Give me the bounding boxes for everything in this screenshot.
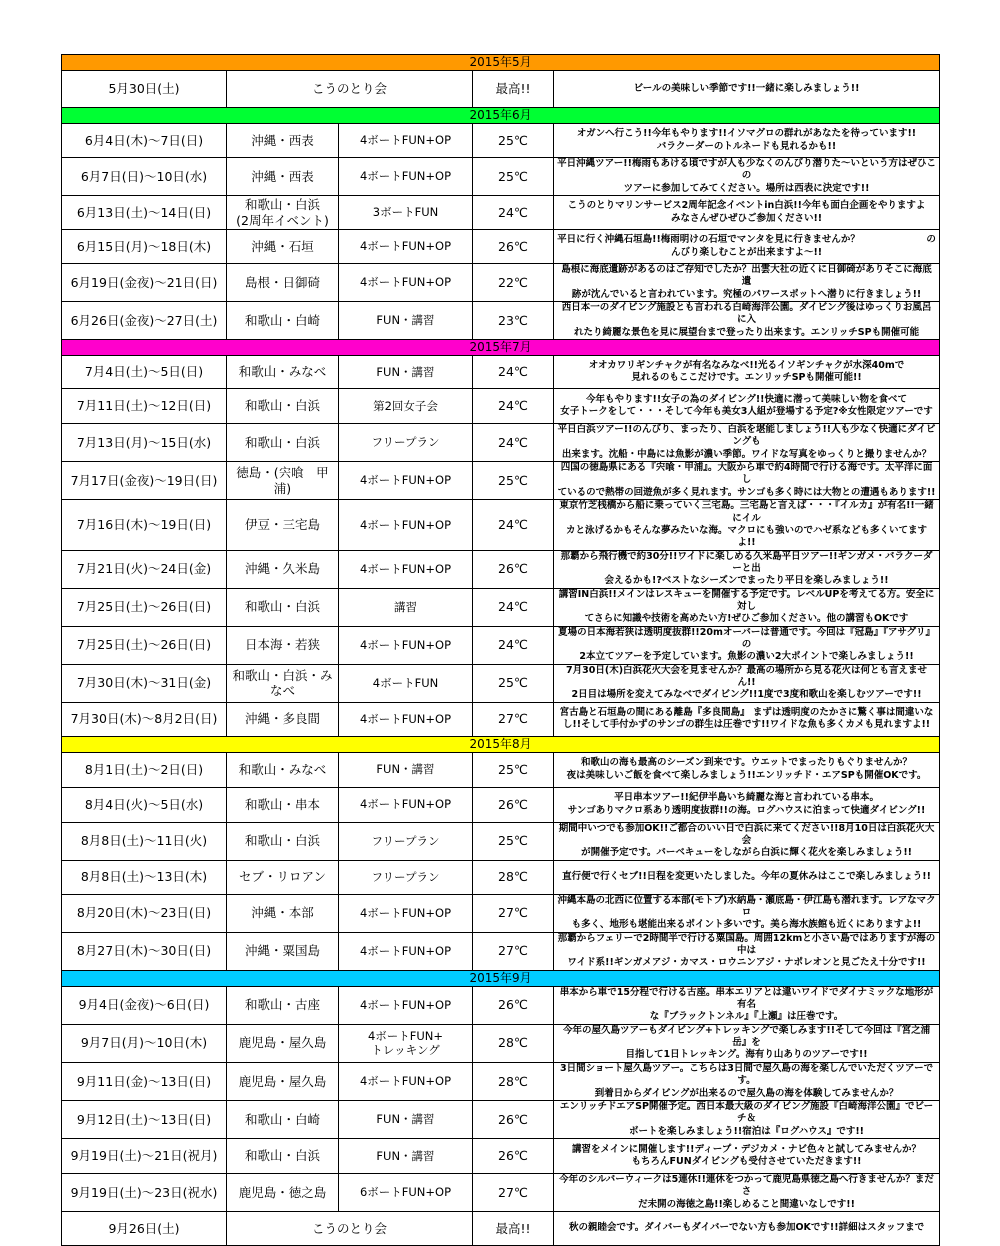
event-plan: 第2回女子会	[339, 389, 473, 424]
event-date: 7月25日(土)～26日(日)	[62, 626, 227, 664]
event-temperature: 26℃	[473, 1100, 554, 1138]
event-date: 9月19日(土)～21日(祝月)	[62, 1138, 227, 1173]
event-plan: 4ボートFUN+OP	[339, 264, 473, 302]
event-place: 和歌山・古座	[227, 986, 339, 1024]
month-label: 2015年8月	[62, 736, 940, 752]
event-place: 鹿児島・屋久島	[227, 1024, 339, 1062]
event-plan: 4ボートFUN+OP	[339, 787, 473, 822]
event-comment: 今年もやります!!女子の為のダイビング!!快適に潜って美味しい物を食べて 女子トークをして・・・そして今年も美女3人組が登場する予定?※女性限定ツアーです	[554, 389, 940, 424]
event-temperature: 26℃	[473, 550, 554, 588]
event-plan: 4ボートFUN+ トレッキング	[339, 1024, 473, 1062]
event-date: 7月11日(土)～12日(日)	[62, 389, 227, 424]
event-date: 6月19日(金夜)～21日(日)	[62, 264, 227, 302]
event-plan: 4ボートFUN+OP	[339, 894, 473, 932]
event-name: こうのとり会	[227, 71, 473, 108]
event-temperature: 23℃	[473, 302, 554, 340]
event-temperature: 28℃	[473, 1062, 554, 1100]
event-row	[62, 71, 940, 108]
event-plan: 4ボートFUN	[339, 664, 473, 702]
event-row	[62, 196, 940, 230]
month-header-row	[62, 108, 940, 124]
event-name: こうのとり会	[227, 1211, 473, 1245]
event-date: 7月4日(土)～5日(日)	[62, 356, 227, 389]
event-row	[62, 822, 940, 860]
tour-schedule-table	[61, 54, 940, 1246]
event-comment: 夏場の日本海若狭は透明度抜群!!20mオーバーは普通です。今回は『冠島』『アサグリ』の 2本立てツアーを予定しています。魚影の濃い2大ポイントで楽しみましょう!!	[554, 626, 940, 664]
event-comment: 期間中いつでも参加OK!!ご都合のいい日で白浜に来てください!!8月10日は白浜花火大会 が開催予定です。バーベキューをしながら白浜に輝く花火を楽しみましょう!!	[554, 822, 940, 860]
event-temperature: 25℃	[473, 462, 554, 500]
month-header-row	[62, 340, 940, 356]
event-temperature: 27℃	[473, 702, 554, 736]
event-date: 9月12日(土)～13日(日)	[62, 1100, 227, 1138]
event-place: 沖縄・粟国島	[227, 932, 339, 970]
event-row	[62, 588, 940, 626]
event-row	[62, 389, 940, 424]
event-comment: 平日沖縄ツアー!!梅雨もあける頃ですが人も少なくのんびり潜りた～いという方はぜひこの ツアーに参加してみてください。場所は西表に決定です!!	[554, 158, 940, 196]
event-plan: フリープラン	[339, 424, 473, 462]
event-comment: 島根に海底遺跡があるのはご存知でしたか？出雲大社の近くに日御碕がありそこに海底遺 跡が沈んでいると言われています。究極のパワースポットへ潜りに行きましょう!!	[554, 264, 940, 302]
event-place: 和歌山・白浜	[227, 588, 339, 626]
event-temperature: 24℃	[473, 500, 554, 550]
event-comment: 東京竹芝桟橋から船に乗っていく三宅島。三宅島と言えば・・・『イルカ』が有名!!一緒にイル カと泳げるかもそんな夢みたいな海。マクロにも強いのでハゼ系なども多くいてますよ!!	[554, 500, 940, 550]
event-plan: 4ボートFUN+OP	[339, 462, 473, 500]
month-label: 2015年7月	[62, 340, 940, 356]
event-place: 日本海・若狭	[227, 626, 339, 664]
event-plan: FUN・講習	[339, 302, 473, 340]
event-place: 和歌山・白浜	[227, 424, 339, 462]
event-place: 沖縄・久米島	[227, 550, 339, 588]
event-comment: 今年の屋久島ツアーもダイビング+トレッキングで楽しみます!!そして今回は『宮之浦岳』を 目指して1日トレッキング。海有り山ありのツアーです!!	[554, 1024, 940, 1062]
event-temperature: 27℃	[473, 932, 554, 970]
event-comment: 7月30日(木)白浜花火大会を見ませんか？最高の場所から見る花火は何とも言えません!! 2日目は場所を変えてみなべでダイビング!!1度で3度和歌山を楽しむツアーです!!	[554, 664, 940, 702]
event-comment: 串本から車で15分程で行ける古座。串本エリアとは違いワイドでダイナミックな地形が有名 な『ブラックトンネル』『上瀬』は圧巻です。	[554, 986, 940, 1024]
event-row	[62, 894, 940, 932]
event-date: 7月16日(木)～19日(日)	[62, 500, 227, 550]
event-temperature: 24℃	[473, 424, 554, 462]
event-temperature: 26℃	[473, 787, 554, 822]
event-temperature: 25℃	[473, 664, 554, 702]
event-row	[62, 124, 940, 158]
event-date: 7月30日(木)～31日(金)	[62, 664, 227, 702]
event-row	[62, 1024, 940, 1062]
event-place: 沖縄・多良間	[227, 702, 339, 736]
event-place: 和歌山・白浜 (2周年イベント)	[227, 196, 339, 230]
event-date: 8月8日(土)～11日(火)	[62, 822, 227, 860]
event-plan: FUN・講習	[339, 752, 473, 787]
event-temperature: 24℃	[473, 588, 554, 626]
event-comment: 直行便で行くセブ!!日程を変更いたしました。今年の夏休みはここで楽しみましょう!!	[554, 860, 940, 894]
event-comment: 四国の徳島県にある『宍喰・甲浦』。大阪から車で約4時間で行ける海です。太平洋に面し ているので熱帯の回遊魚が多く見れます。サンゴも多く時には大物との遭遇もあります!!	[554, 462, 940, 500]
event-place: 鹿児島・徳之島	[227, 1173, 339, 1211]
event-date: 8月1日(土)～2日(日)	[62, 752, 227, 787]
event-row	[62, 1173, 940, 1211]
event-comment: 平日に行く沖縄石垣島!!梅雨明けの石垣でマンタを見に行きませんか？ の んびり楽しむことが出来ますよ～!!	[554, 230, 940, 264]
event-comment: 和歌山の海も最高のシーズン到来です。ウエットでまったりもぐりませんか？ 夜は美味しいご飯を食べて楽しみましょう!!エンリッチド・エアSPも開催OKです。	[554, 752, 940, 787]
event-place: 島根・日御碕	[227, 264, 339, 302]
event-row	[62, 860, 940, 894]
event-comment: 西日本一のダイビング施設とも言われる白崎海洋公園。ダイビング後はゆっくりお風呂に入 れたり綺麗な景色を見に展望台まで登ったり出来ます。エンリッチSPも開催可能	[554, 302, 940, 340]
event-date: 9月7日(月)～10日(木)	[62, 1024, 227, 1062]
event-row	[62, 1138, 940, 1173]
event-date: 6月26日(金夜)～27日(土)	[62, 302, 227, 340]
event-place: セブ・リロアン	[227, 860, 339, 894]
event-plan: 4ボートFUN+OP	[339, 702, 473, 736]
event-plan: フリープラン	[339, 822, 473, 860]
month-header-row	[62, 970, 940, 986]
month-header-row	[62, 736, 940, 752]
event-place: 和歌山・みなべ	[227, 356, 339, 389]
event-date: 8月8日(土)～13日(木)	[62, 860, 227, 894]
event-plan: 6ボートFUN+OP	[339, 1173, 473, 1211]
event-place: 和歌山・みなべ	[227, 752, 339, 787]
event-row	[62, 1062, 940, 1100]
event-place: 沖縄・石垣	[227, 230, 339, 264]
event-row	[62, 462, 940, 500]
event-temperature: 最高!!	[473, 71, 554, 108]
event-place: 沖縄・西表	[227, 158, 339, 196]
event-date: 7月21日(火)～24日(金)	[62, 550, 227, 588]
event-temperature: 27℃	[473, 894, 554, 932]
event-row	[62, 424, 940, 462]
event-plan: 4ボートFUN+OP	[339, 500, 473, 550]
event-plan: FUN・講習	[339, 356, 473, 389]
event-plan: フリープラン	[339, 860, 473, 894]
event-date: 8月27日(木)～30日(日)	[62, 932, 227, 970]
event-plan: 4ボートFUN+OP	[339, 986, 473, 1024]
event-comment: 那覇から飛行機で約30分!!ワイドに楽しめる久米島平日ツアー!!ギンガメ・バラクーダーと出 会えるかも!?ベストなシーズンでまったり平日を楽しみましょう!!	[554, 550, 940, 588]
event-date: 9月19日(土)～23日(祝水)	[62, 1173, 227, 1211]
event-temperature: 22℃	[473, 264, 554, 302]
event-row	[62, 752, 940, 787]
event-date: 5月30日(土)	[62, 71, 227, 108]
event-date: 7月17日(金夜)～19日(日)	[62, 462, 227, 500]
event-row	[62, 356, 940, 389]
event-place: 和歌山・白崎	[227, 302, 339, 340]
event-place: 和歌山・串本	[227, 787, 339, 822]
event-temperature: 25℃	[473, 124, 554, 158]
event-place: 沖縄・西表	[227, 124, 339, 158]
event-plan: 4ボートFUN+OP	[339, 124, 473, 158]
event-temperature: 25℃	[473, 158, 554, 196]
event-comment: 講習IN白浜!!メインはレスキューを開催する予定です。レベルUPを考えてる方。安全に対し てさらに知識や技術を高めたい方!ぜひご参加ください。他の講習もOKです	[554, 588, 940, 626]
event-place: 和歌山・白浜	[227, 822, 339, 860]
event-date: 9月26日(土)	[62, 1211, 227, 1245]
event-comment: 沖縄本島の北西に位置する本部(モトブ)水納島・瀬底島・伊江島も潜れます。レアなマクロ も多く、地形も堪能出来るポイント多いです。美ら海水族館も近くにありますよ!!	[554, 894, 940, 932]
month-label: 2015年6月	[62, 108, 940, 124]
event-temperature: 24℃	[473, 389, 554, 424]
event-temperature: 26℃	[473, 230, 554, 264]
event-comment: 那覇からフェリーで2時間半で行ける粟国島。周囲12kmと小さい島ではありますが海の中は ワイド系!!ギンガメアジ・カマス・ロウニンアジ・ナポレオンと見ごたえ十分です!!	[554, 932, 940, 970]
event-temperature: 24℃	[473, 356, 554, 389]
event-plan: 3ボートFUN	[339, 196, 473, 230]
event-plan: 4ボートFUN+OP	[339, 230, 473, 264]
event-date: 8月20日(木)～23日(日)	[62, 894, 227, 932]
event-comment: オオカワリギンチャクが有名なみなべ!!光るイソギンチャクが水深40mで 見れるのもここだけです。エンリッチSPも開催可能!!	[554, 356, 940, 389]
month-label: 2015年9月	[62, 970, 940, 986]
event-temperature: 25℃	[473, 822, 554, 860]
event-comment: 講習をメインに開催します!!ディープ・デジカメ・ナビ色々と試してみませんか？ もちろんFUNダイビングも受付させていただきます!!	[554, 1138, 940, 1173]
event-place: 徳島・(宍喰 甲浦)	[227, 462, 339, 500]
month-label: 2015年5月	[62, 55, 940, 71]
event-row	[62, 626, 940, 664]
event-temperature: 26℃	[473, 986, 554, 1024]
event-date: 7月30日(木)～8月2日(日)	[62, 702, 227, 736]
event-row	[62, 302, 940, 340]
event-comment: エンリッチドエアSP開催予定。西日本最大級のダイビング施設『白崎海洋公園』でビーチ＆ ボートを楽しみましょう!!宿泊は『ログハウス』です!!	[554, 1100, 940, 1138]
event-plan: FUN・講習	[339, 1138, 473, 1173]
event-row	[62, 230, 940, 264]
event-comment: こうのとりマリンサービス2周年記念イベントin白浜!!今年も面白企画をやりますよ みなさんぜひぜひご参加ください!!	[554, 196, 940, 230]
event-date: 6月4日(木)～7日(日)	[62, 124, 227, 158]
event-temperature: 26℃	[473, 1138, 554, 1173]
event-comment: ビールの美味しい季節です!!一緒に楽しみましょう!!	[554, 71, 940, 108]
event-place: 和歌山・白浜	[227, 1138, 339, 1173]
event-comment: 宮古島と石垣島の間にある離島『多良間島』 まずは透明度のたかさに驚く事は間違いな し!!そして手付かずのサンゴの群生は圧巻です!!ワイドな魚も多くカメも見れますよ!!	[554, 702, 940, 736]
event-plan: 4ボートFUN+OP	[339, 550, 473, 588]
event-place: 伊豆・三宅島	[227, 500, 339, 550]
event-row	[62, 702, 940, 736]
event-temperature: 28℃	[473, 860, 554, 894]
event-plan: 4ボートFUN+OP	[339, 932, 473, 970]
event-plan: 4ボートFUN+OP	[339, 158, 473, 196]
event-plan: 4ボートFUN+OP	[339, 626, 473, 664]
event-temperature: 最高!!	[473, 1211, 554, 1245]
event-date: 6月15日(月)～18日(木)	[62, 230, 227, 264]
event-date: 6月7日(日)～10日(水)	[62, 158, 227, 196]
event-date: 9月11日(金)～13日(日)	[62, 1062, 227, 1100]
event-date: 6月13日(土)～14日(日)	[62, 196, 227, 230]
event-place: 沖縄・本部	[227, 894, 339, 932]
event-plan: 講習	[339, 588, 473, 626]
event-date: 9月4日(金夜)～6日(日)	[62, 986, 227, 1024]
event-temperature: 28℃	[473, 1024, 554, 1062]
event-row	[62, 158, 940, 196]
event-comment: 秋の親睦会です。ダイバーもダイバーでない方も参加OKです!!詳細はスタッフまで	[554, 1211, 940, 1245]
event-temperature: 25℃	[473, 752, 554, 787]
event-place: 鹿児島・屋久島	[227, 1062, 339, 1100]
event-place: 和歌山・白崎	[227, 1100, 339, 1138]
event-comment: オガンへ行こう!!今年もやります!!イソマグロの群れがあなたを待っています!! バラクーダーのトルネードも見れるかも!!	[554, 124, 940, 158]
event-temperature: 24℃	[473, 196, 554, 230]
event-comment: 平日串本ツアー!!紀伊半島いち綺麗な海と言われている串本。 サンゴありマクロ系あり透明度抜群!!の海。ログハウスに泊まって快適ダイビング!!	[554, 787, 940, 822]
event-row	[62, 550, 940, 588]
event-row	[62, 787, 940, 822]
event-temperature: 27℃	[473, 1173, 554, 1211]
event-date: 7月13日(月)～15日(水)	[62, 424, 227, 462]
event-plan: FUN・講習	[339, 1100, 473, 1138]
event-plan: 4ボートFUN+OP	[339, 1062, 473, 1100]
event-place: 和歌山・白浜	[227, 389, 339, 424]
event-date: 8月4日(火)～5日(水)	[62, 787, 227, 822]
event-date: 7月25日(土)～26日(日)	[62, 588, 227, 626]
event-comment: 平日白浜ツアー!!のんびり、まったり、白浜を堪能しましょう!!人も少なく快適にダイビングも 出来ます。沈船・中島には魚影が濃い季節。ワイドな写真をゆっくりと撮りませんか？	[554, 424, 940, 462]
event-row	[62, 1211, 940, 1245]
event-row	[62, 1100, 940, 1138]
event-temperature: 24℃	[473, 626, 554, 664]
event-row	[62, 664, 940, 702]
event-row	[62, 986, 940, 1024]
event-comment: 今年のシルバーウィークは5連休!!連休をつかって鹿児島県徳之島へ行きませんか？まださ だ未開の海徳之島!!楽しめること間違いなしです!!	[554, 1173, 940, 1211]
event-place: 和歌山・白浜・みなべ	[227, 664, 339, 702]
event-row	[62, 264, 940, 302]
event-row	[62, 932, 940, 970]
month-header-row	[62, 55, 940, 71]
event-row	[62, 500, 940, 550]
event-comment: 3日間ショート屋久島ツアー。こちらは3日間で屋久島の海を楽しんでいただくツアーです。 到着日からダイビングが出来るので屋久島の海を体験してみませんか？	[554, 1062, 940, 1100]
